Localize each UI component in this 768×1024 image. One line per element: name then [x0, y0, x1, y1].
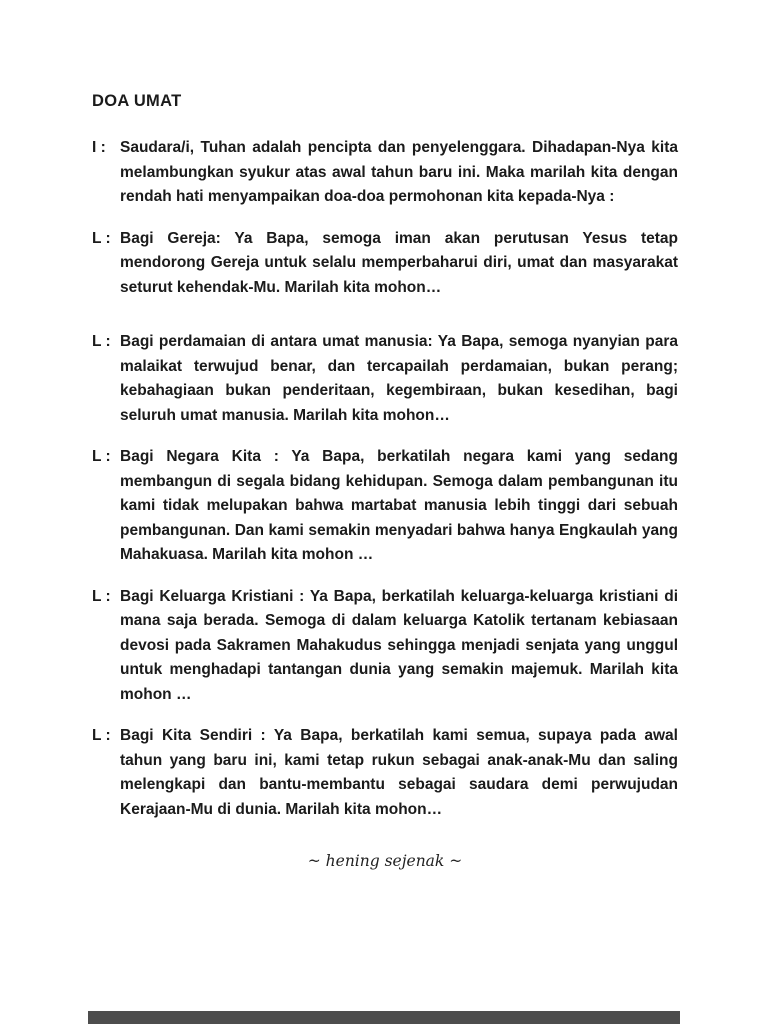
paragraph [92, 227, 678, 301]
paragraph-text: Bagi Negara Kita : Ya Bapa, berkatilah negara kami yang sedang membangun di segala bidang kehidupan. Semoga dalam pembangunan itu kami tidak melupakan bahwa martabat manusia lebih tinggi dari sebuah pembangunan. Dan kami semakin menyadari bahwa hanya Engkaulah yang Mahakuasa. Marilah kita mohon … [120, 448, 678, 563]
paragraph [92, 136, 678, 210]
paragraph [92, 330, 678, 428]
paragraph-marker: I : [92, 139, 106, 156]
pause-note: ~ hening sejenak ~ [307, 852, 463, 870]
paragraph-text: Saudara/i, Tuhan adalah pencipta dan penyelenggara. Dihadapan-Nya kita melambungkan syukur atas awal tahun baru ini. Maka marilah kita dengan rendah hati menyampaikan doa-doa permohonan kita kepada-Nya : [120, 139, 678, 205]
paragraph [92, 724, 678, 822]
paragraph [92, 445, 678, 568]
paragraph-marker: L : [92, 727, 111, 744]
paragraph-marker: L : [92, 333, 111, 350]
paragraph-marker: L : [92, 229, 111, 247]
paragraph-text: Bagi Keluarga Kristiani : Ya Bapa, berkatilah keluarga-keluarga kristiani di mana saja berada. Semoga di dalam keluarga Katolik tertanam kebiasaan devosi pada Sakramen Mahakudus sehingga menjadi senjata yang unggul untuk menghadapi tantangan dunia yang semakin majemuk. Marilah kita mohon … [120, 587, 678, 703]
paragraph-text: Bagi Kita Sendiri : Ya Bapa, berkatilah kami semua, supaya pada awal tahun yang baru ini, kami tetap rukun sebagai anak-anak-Mu dan saling melengkapi dan bantu-membantu sebagai saudara demi perwujudan Kerajaan-Mu di dunia. Marilah kita mohon… [120, 727, 678, 818]
next-page-edge [88, 1011, 680, 1024]
page-title: DOA UMAT [92, 92, 182, 110]
paragraph-text: Bagi Gereja: Ya Bapa, semoga iman akan perutusan Yesus tetap mendorong Gereja untuk selalu memperbaharui diri, umat dan masyarakat seturut kehendak-Mu. Marilah kita mohon… [120, 229, 678, 296]
paragraph [92, 585, 678, 708]
paragraph-text: Bagi perdamaian di antara umat manusia: Ya Bapa, semoga nyanyian para malaikat terwujud benar, dan tercapailah perdamaian, bukan perang; kebahagiaan bukan penderitaan, kegembiraan, bukan kesedihan, bagi seluruh umat manusia. Marilah kita mohon… [120, 333, 678, 424]
paragraph-marker: L : [92, 587, 111, 605]
paragraph-marker: L : [92, 448, 111, 465]
